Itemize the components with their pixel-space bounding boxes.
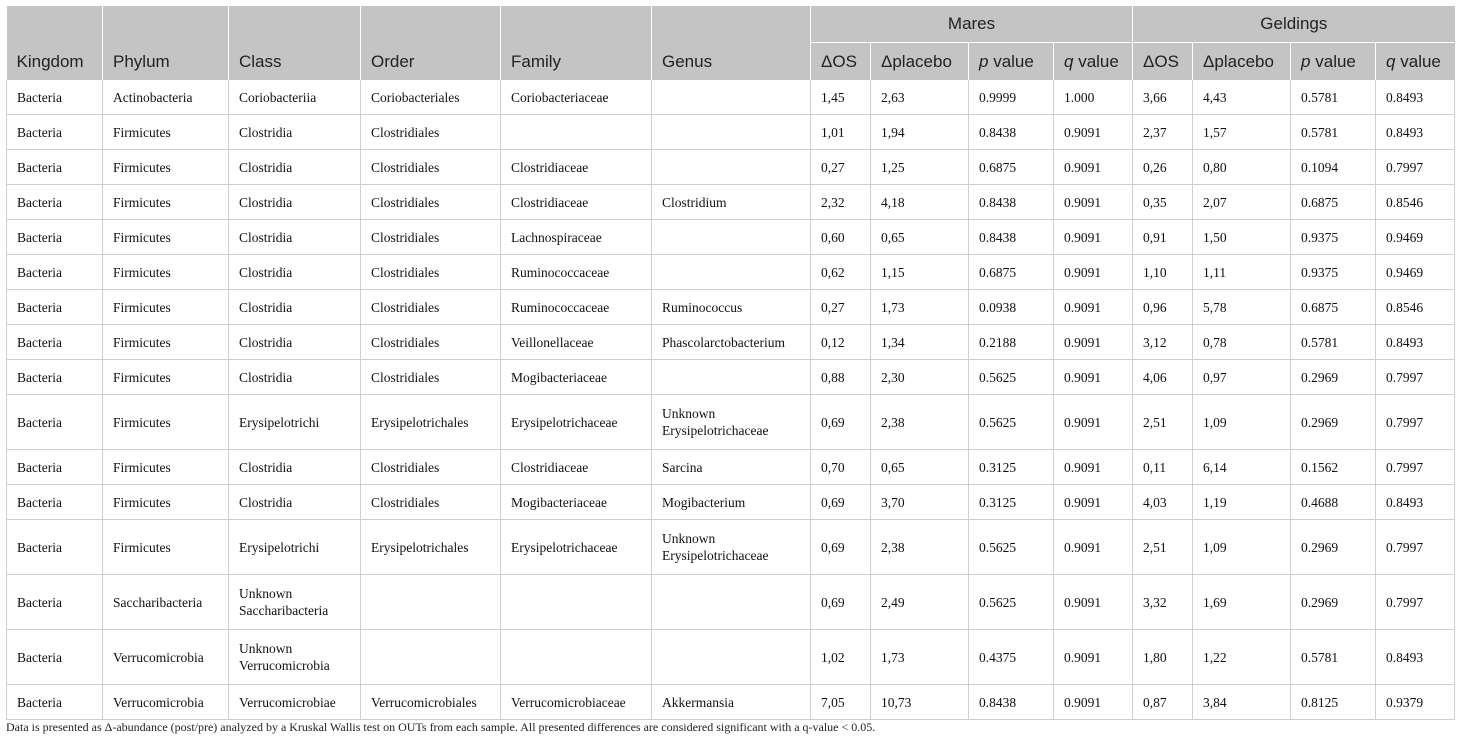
cell-genus: Unknown Erysipelotrichaceae: [652, 520, 811, 575]
cell-mares-delta-os: 1,02: [811, 630, 871, 685]
cell-order: Verrucomicrobiales: [361, 685, 501, 720]
cell-mares-delta-os: 0,88: [811, 360, 871, 395]
cell-geldings-p-value: 0.5781: [1291, 115, 1376, 150]
cell-mares-q-value: 0.9091: [1054, 325, 1133, 360]
cell-class: Clostridia: [229, 150, 361, 185]
cell-kingdom: Bacteria: [7, 685, 103, 720]
cell-geldings-p-value: 0.1562: [1291, 450, 1376, 485]
cell-mares-q-value: 0.9091: [1054, 685, 1133, 720]
cell-mares-delta-os: 0,69: [811, 575, 871, 630]
cell-mares-q-value: 0.9091: [1054, 255, 1133, 290]
cell-phylum: Actinobacteria: [103, 80, 229, 115]
cell-mares-q-value: 0.9091: [1054, 450, 1133, 485]
cell-mares-q-value: 0.9091: [1054, 520, 1133, 575]
cell-kingdom: Bacteria: [7, 520, 103, 575]
col-order: Order: [361, 6, 501, 80]
cell-phylum: Firmicutes: [103, 520, 229, 575]
cell-geldings-delta-os: 0,91: [1133, 220, 1193, 255]
cell-mares-p-value: 0.0938: [969, 290, 1054, 325]
cell-geldings-q-value: 0.7997: [1376, 450, 1455, 485]
cell-genus: [652, 255, 811, 290]
cell-genus: [652, 575, 811, 630]
cell-mares-p-value: 0.3125: [969, 485, 1054, 520]
cell-genus: [652, 115, 811, 150]
cell-mares-q-value: 1.000: [1054, 80, 1133, 115]
cell-mares-delta-placebo: 2,38: [871, 520, 969, 575]
cell-geldings-delta-os: 0,35: [1133, 185, 1193, 220]
cell-class: Clostridia: [229, 485, 361, 520]
table-row: [7, 325, 1455, 360]
cell-class: Clostridia: [229, 115, 361, 150]
cell-kingdom: Bacteria: [7, 115, 103, 150]
cell-geldings-p-value: 0.2969: [1291, 360, 1376, 395]
table-row: [7, 520, 1455, 575]
cell-geldings-q-value: 0.7997: [1376, 520, 1455, 575]
cell-order: Clostridiales: [361, 150, 501, 185]
taxa-table: [6, 6, 1455, 720]
table-row: [7, 150, 1455, 185]
cell-family: Ruminococcaceae: [501, 290, 652, 325]
cell-kingdom: Bacteria: [7, 255, 103, 290]
cell-order: [361, 575, 501, 630]
cell-class: Coriobacteriia: [229, 80, 361, 115]
cell-mares-q-value: 0.9091: [1054, 150, 1133, 185]
cell-mares-delta-placebo: 2,38: [871, 395, 969, 450]
cell-geldings-delta-os: 1,10: [1133, 255, 1193, 290]
cell-geldings-delta-os: 2,51: [1133, 395, 1193, 450]
cell-mares-q-value: 0.9091: [1054, 395, 1133, 450]
cell-family: Lachnospiraceae: [501, 220, 652, 255]
cell-genus: [652, 630, 811, 685]
cell-phylum: Verrucomicrobia: [103, 630, 229, 685]
cell-class: Clostridia: [229, 255, 361, 290]
mares-delta-placebo-header: Δplacebo: [871, 43, 969, 81]
cell-geldings-p-value: 0.6875: [1291, 185, 1376, 220]
cell-mares-q-value: 0.9091: [1054, 630, 1133, 685]
cell-kingdom: Bacteria: [7, 395, 103, 450]
table-row: [7, 80, 1455, 115]
table-row: [7, 575, 1455, 630]
cell-kingdom: Bacteria: [7, 630, 103, 685]
table-row: [7, 360, 1455, 395]
geldings-delta-placebo-header: Δplacebo: [1193, 43, 1291, 81]
cell-mares-delta-os: 0,70: [811, 450, 871, 485]
cell-phylum: Firmicutes: [103, 115, 229, 150]
cell-mares-p-value: 0.5625: [969, 395, 1054, 450]
geldings-q-value-header: q value: [1376, 43, 1455, 81]
cell-family: Clostridiaceae: [501, 185, 652, 220]
cell-geldings-p-value: 0.9375: [1291, 255, 1376, 290]
col-class: Class: [229, 6, 361, 80]
cell-mares-delta-os: 0,62: [811, 255, 871, 290]
cell-genus: Unknown Erysipelotrichaceae: [652, 395, 811, 450]
cell-geldings-q-value: 0.8493: [1376, 80, 1455, 115]
cell-mares-p-value: 0.5625: [969, 575, 1054, 630]
cell-class: Clostridia: [229, 290, 361, 325]
cell-geldings-delta-placebo: 1,19: [1193, 485, 1291, 520]
cell-geldings-delta-os: 4,06: [1133, 360, 1193, 395]
mares-delta-os-header: ΔOS: [811, 43, 871, 81]
cell-mares-delta-os: 2,32: [811, 185, 871, 220]
cell-mares-delta-os: 1,01: [811, 115, 871, 150]
cell-mares-delta-os: 0,60: [811, 220, 871, 255]
cell-phylum: Firmicutes: [103, 150, 229, 185]
cell-class: Erysipelotrichi: [229, 395, 361, 450]
cell-phylum: Saccharibacteria: [103, 575, 229, 630]
cell-geldings-delta-os: 0,26: [1133, 150, 1193, 185]
cell-order: Clostridiales: [361, 290, 501, 325]
cell-phylum: Firmicutes: [103, 290, 229, 325]
cell-mares-delta-placebo: 4,18: [871, 185, 969, 220]
cell-geldings-delta-os: 4,03: [1133, 485, 1193, 520]
cell-mares-p-value: 0.3125: [969, 450, 1054, 485]
cell-geldings-q-value: 0.7997: [1376, 395, 1455, 450]
cell-order: Erysipelotrichales: [361, 520, 501, 575]
table-row: [7, 255, 1455, 290]
col-family: Family: [501, 6, 652, 80]
cell-mares-q-value: 0.9091: [1054, 290, 1133, 325]
cell-geldings-p-value: 0.2969: [1291, 575, 1376, 630]
cell-mares-delta-os: 0,27: [811, 150, 871, 185]
col-phylum: Phylum: [103, 6, 229, 80]
table-row: [7, 485, 1455, 520]
group-mares: Mares: [811, 6, 1133, 43]
cell-mares-p-value: 0.6875: [969, 255, 1054, 290]
cell-phylum: Firmicutes: [103, 255, 229, 290]
cell-family: [501, 575, 652, 630]
cell-class: Clostridia: [229, 360, 361, 395]
cell-genus: [652, 80, 811, 115]
group-geldings: Geldings: [1133, 6, 1455, 43]
cell-geldings-q-value: 0.8493: [1376, 485, 1455, 520]
cell-genus: Mogibacterium: [652, 485, 811, 520]
cell-geldings-delta-os: 0,11: [1133, 450, 1193, 485]
cell-class: Unknown Saccharibacteria: [229, 575, 361, 630]
cell-geldings-q-value: 0.7997: [1376, 360, 1455, 395]
cell-mares-p-value: 0.4375: [969, 630, 1054, 685]
cell-mares-delta-placebo: 10,73: [871, 685, 969, 720]
cell-geldings-delta-os: 0,87: [1133, 685, 1193, 720]
cell-mares-delta-os: 0,69: [811, 485, 871, 520]
cell-genus: Sarcina: [652, 450, 811, 485]
cell-geldings-delta-placebo: 1,57: [1193, 115, 1291, 150]
cell-mares-delta-placebo: 1,94: [871, 115, 969, 150]
table-row: [7, 220, 1455, 255]
cell-mares-delta-placebo: 2,63: [871, 80, 969, 115]
cell-mares-delta-placebo: 1,25: [871, 150, 969, 185]
cell-geldings-p-value: 0.5781: [1291, 325, 1376, 360]
table-header: [7, 6, 1455, 80]
cell-family: Verrucomicrobiaceae: [501, 685, 652, 720]
cell-phylum: Firmicutes: [103, 220, 229, 255]
table-row: [7, 395, 1455, 450]
cell-class: Clostridia: [229, 220, 361, 255]
cell-mares-p-value: 0.5625: [969, 360, 1054, 395]
cell-kingdom: Bacteria: [7, 220, 103, 255]
table-row: [7, 450, 1455, 485]
cell-mares-delta-placebo: 2,30: [871, 360, 969, 395]
cell-class: Erysipelotrichi: [229, 520, 361, 575]
cell-kingdom: Bacteria: [7, 150, 103, 185]
cell-class: Verrucomicrobiae: [229, 685, 361, 720]
cell-mares-q-value: 0.9091: [1054, 220, 1133, 255]
cell-mares-delta-os: 7,05: [811, 685, 871, 720]
cell-family: Mogibacteriaceae: [501, 485, 652, 520]
geldings-p-value-header: p value: [1291, 43, 1376, 81]
cell-phylum: Verrucomicrobia: [103, 685, 229, 720]
cell-geldings-q-value: 0.8493: [1376, 115, 1455, 150]
table-row: [7, 185, 1455, 220]
cell-geldings-delta-placebo: 4,43: [1193, 80, 1291, 115]
cell-genus: Ruminococcus: [652, 290, 811, 325]
table-row: [7, 630, 1455, 685]
table-row: [7, 685, 1455, 720]
cell-geldings-q-value: 0.7997: [1376, 150, 1455, 185]
cell-genus: [652, 150, 811, 185]
cell-phylum: Firmicutes: [103, 450, 229, 485]
cell-mares-delta-os: 0,69: [811, 395, 871, 450]
cell-geldings-delta-placebo: 1,22: [1193, 630, 1291, 685]
table-body: [7, 80, 1455, 720]
cell-mares-p-value: 0.8438: [969, 685, 1054, 720]
cell-geldings-q-value: 0.9469: [1376, 220, 1455, 255]
cell-geldings-p-value: 0.2969: [1291, 395, 1376, 450]
cell-geldings-q-value: 0.9379: [1376, 685, 1455, 720]
cell-kingdom: Bacteria: [7, 290, 103, 325]
cell-geldings-delta-os: 2,37: [1133, 115, 1193, 150]
cell-phylum: Firmicutes: [103, 325, 229, 360]
cell-mares-q-value: 0.9091: [1054, 185, 1133, 220]
cell-geldings-q-value: 0.8546: [1376, 290, 1455, 325]
cell-geldings-p-value: 0.5781: [1291, 80, 1376, 115]
cell-class: Clostridia: [229, 185, 361, 220]
cell-class: Clostridia: [229, 450, 361, 485]
cell-geldings-delta-placebo: 1,50: [1193, 220, 1291, 255]
cell-class: Clostridia: [229, 325, 361, 360]
cell-mares-delta-os: 0,69: [811, 520, 871, 575]
table-row: [7, 290, 1455, 325]
cell-phylum: Firmicutes: [103, 395, 229, 450]
cell-order: Clostridiales: [361, 325, 501, 360]
cell-geldings-p-value: 0.9375: [1291, 220, 1376, 255]
cell-class: Unknown Verrucomicrobia: [229, 630, 361, 685]
cell-mares-p-value: 0.8438: [969, 220, 1054, 255]
cell-kingdom: Bacteria: [7, 575, 103, 630]
cell-mares-q-value: 0.9091: [1054, 575, 1133, 630]
cell-order: Clostridiales: [361, 220, 501, 255]
cell-mares-delta-placebo: 2,49: [871, 575, 969, 630]
cell-family: Mogibacteriaceae: [501, 360, 652, 395]
cell-geldings-delta-placebo: 3,84: [1193, 685, 1291, 720]
cell-order: [361, 630, 501, 685]
cell-phylum: Firmicutes: [103, 185, 229, 220]
cell-geldings-p-value: 0.4688: [1291, 485, 1376, 520]
cell-geldings-delta-os: 3,12: [1133, 325, 1193, 360]
cell-kingdom: Bacteria: [7, 360, 103, 395]
cell-family: Clostridiaceae: [501, 450, 652, 485]
cell-mares-q-value: 0.9091: [1054, 360, 1133, 395]
cell-kingdom: Bacteria: [7, 325, 103, 360]
cell-kingdom: Bacteria: [7, 450, 103, 485]
cell-mares-p-value: 0.2188: [969, 325, 1054, 360]
cell-mares-p-value: 0.6875: [969, 150, 1054, 185]
col-genus: Genus: [652, 6, 811, 80]
cell-geldings-q-value: 0.9469: [1376, 255, 1455, 290]
cell-geldings-delta-placebo: 1,09: [1193, 520, 1291, 575]
cell-mares-delta-placebo: 3,70: [871, 485, 969, 520]
cell-geldings-delta-placebo: 1,09: [1193, 395, 1291, 450]
cell-family: Erysipelotrichaceae: [501, 520, 652, 575]
cell-mares-delta-placebo: 1,34: [871, 325, 969, 360]
cell-mares-delta-placebo: 0,65: [871, 220, 969, 255]
cell-geldings-delta-placebo: 0,80: [1193, 150, 1291, 185]
cell-order: Clostridiales: [361, 115, 501, 150]
cell-geldings-delta-placebo: 5,78: [1193, 290, 1291, 325]
mares-p-value-header: p value: [969, 43, 1054, 81]
cell-geldings-p-value: 0.5781: [1291, 630, 1376, 685]
cell-geldings-delta-os: 2,51: [1133, 520, 1193, 575]
cell-kingdom: Bacteria: [7, 185, 103, 220]
cell-geldings-delta-placebo: 2,07: [1193, 185, 1291, 220]
cell-mares-delta-os: 0,12: [811, 325, 871, 360]
cell-mares-delta-os: 0,27: [811, 290, 871, 325]
cell-genus: [652, 220, 811, 255]
cell-mares-p-value: 0.8438: [969, 115, 1054, 150]
mares-q-value-header: q value: [1054, 43, 1133, 81]
cell-geldings-p-value: 0.1094: [1291, 150, 1376, 185]
cell-geldings-delta-placebo: 0,78: [1193, 325, 1291, 360]
cell-geldings-p-value: 0.8125: [1291, 685, 1376, 720]
cell-mares-p-value: 0.9999: [969, 80, 1054, 115]
cell-order: Clostridiales: [361, 185, 501, 220]
cell-order: Erysipelotrichales: [361, 395, 501, 450]
cell-geldings-delta-os: 1,80: [1133, 630, 1193, 685]
cell-mares-delta-placebo: 1,73: [871, 630, 969, 685]
cell-family: Ruminococcaceae: [501, 255, 652, 290]
cell-family: [501, 630, 652, 685]
cell-geldings-q-value: 0.8546: [1376, 185, 1455, 220]
cell-order: Clostridiales: [361, 450, 501, 485]
cell-kingdom: Bacteria: [7, 485, 103, 520]
cell-geldings-q-value: 0.8493: [1376, 630, 1455, 685]
cell-order: Clostridiales: [361, 360, 501, 395]
table-footnote: Data is presented as Δ-abundance (post/pre) analyzed by a Kruskal Wallis test on OUTs from each sample. All presented differences are considered significant with a q-value < 0.05.: [6, 720, 876, 734]
cell-mares-delta-os: 1,45: [811, 80, 871, 115]
cell-geldings-delta-os: 3,66: [1133, 80, 1193, 115]
cell-mares-p-value: 0.5625: [969, 520, 1054, 575]
cell-order: Clostridiales: [361, 485, 501, 520]
cell-geldings-delta-placebo: 1,69: [1193, 575, 1291, 630]
cell-geldings-delta-os: 0,96: [1133, 290, 1193, 325]
cell-phylum: Firmicutes: [103, 360, 229, 395]
cell-genus: Akkermansia: [652, 685, 811, 720]
geldings-delta-os-header: ΔOS: [1133, 43, 1193, 81]
cell-geldings-p-value: 0.2969: [1291, 520, 1376, 575]
table-row: [7, 115, 1455, 150]
cell-geldings-q-value: 0.8493: [1376, 325, 1455, 360]
cell-genus: [652, 360, 811, 395]
cell-mares-p-value: 0.8438: [969, 185, 1054, 220]
cell-geldings-delta-placebo: 1,11: [1193, 255, 1291, 290]
cell-mares-delta-placebo: 1,73: [871, 290, 969, 325]
cell-mares-q-value: 0.9091: [1054, 485, 1133, 520]
cell-geldings-p-value: 0.6875: [1291, 290, 1376, 325]
cell-geldings-delta-placebo: 0,97: [1193, 360, 1291, 395]
cell-geldings-q-value: 0.7997: [1376, 575, 1455, 630]
col-kingdom: Kingdom: [7, 6, 103, 80]
cell-genus: Phascolarctobacterium: [652, 325, 811, 360]
cell-geldings-delta-os: 3,32: [1133, 575, 1193, 630]
cell-phylum: Firmicutes: [103, 485, 229, 520]
cell-family: [501, 115, 652, 150]
cell-geldings-delta-placebo: 6,14: [1193, 450, 1291, 485]
cell-family: Erysipelotrichaceae: [501, 395, 652, 450]
cell-family: Clostridiaceae: [501, 150, 652, 185]
cell-family: Veillonellaceae: [501, 325, 652, 360]
cell-order: Clostridiales: [361, 255, 501, 290]
cell-mares-q-value: 0.9091: [1054, 115, 1133, 150]
cell-order: Coriobacteriales: [361, 80, 501, 115]
cell-mares-delta-placebo: 0,65: [871, 450, 969, 485]
cell-mares-delta-placebo: 1,15: [871, 255, 969, 290]
cell-family: Coriobacteriaceae: [501, 80, 652, 115]
cell-kingdom: Bacteria: [7, 80, 103, 115]
cell-genus: Clostridium: [652, 185, 811, 220]
